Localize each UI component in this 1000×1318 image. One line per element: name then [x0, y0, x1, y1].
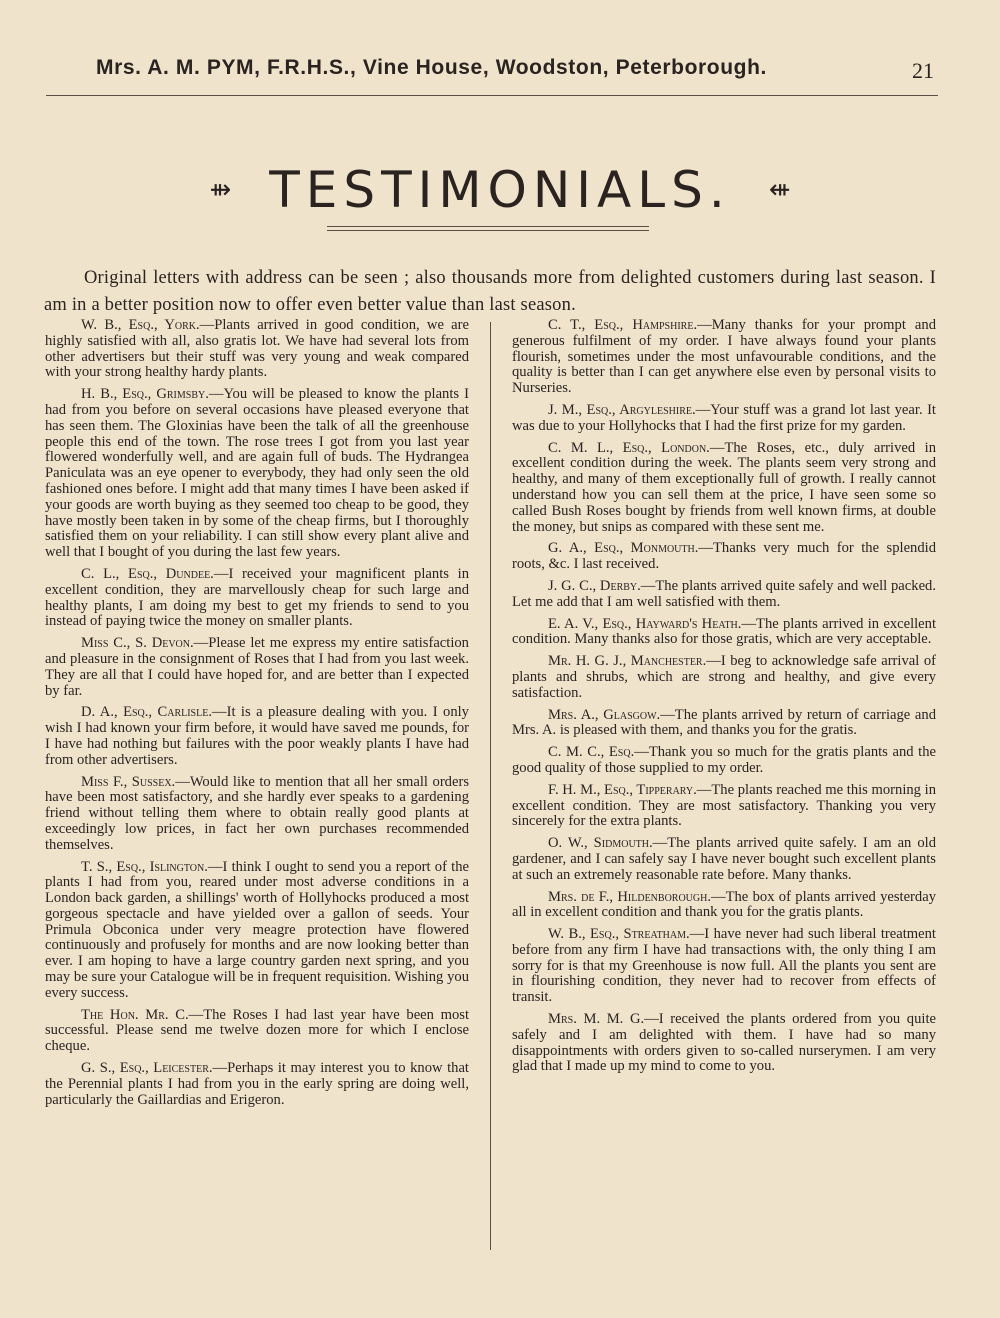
testimonial-text: —Perhaps it may interest you to know that the Perennial plants I had from you in the early spring are doing well, particularly the Gaillardias and Erigeron. — [45, 1060, 469, 1108]
testimonial — [45, 1008, 469, 1055]
testimonial-signature: E. A. V., Esq., Hayward's Heath. — [548, 615, 742, 632]
testimonial — [45, 860, 469, 1002]
testimonial — [512, 579, 936, 611]
running-header: Mrs. A. M. PYM, F.R.H.S., Vine House, Woodston, Peterborough. — [96, 56, 767, 79]
testimonial-text: —You will be pleased to know the plants I had from you before on several occasions have pleased everyone that has seen them. The Gloxinias have been the talk of all the greenhouse people this end of the town. The rose trees I got from you last year flowered wonderfully well, and are again full of buds. The Hydrangea Paniculata was an eye opener to everybody, they had only seen the old fashioned ones before. I might add that many times I have been asked if your goods are worth buying as they seemed too cheap to be good, they have mostly been taken in by some of the cheap firms, but I thoroughly satisfied them on your reliability. I can still show every plant alive and well that I bought of you during the last few years. — [45, 386, 469, 561]
testimonial-text: —I beg to acknowledge safe arrival of plants and shrubs, which are strong and healthy, and give every satisfaction. — [512, 653, 936, 701]
testimonial — [45, 775, 469, 854]
testimonial-signature: Miss F., Sussex. — [81, 773, 176, 790]
testimonial-text: —The box of plants arrived yesterday all in excellent condition and thank you for the gratis plants. — [512, 888, 936, 921]
testimonial-signature: W. B., Esq., Streatham. — [548, 926, 690, 943]
testimonial-text: —The plants arrived quite safely and well packed. Let me add that I am well satisfied with them. — [512, 577, 936, 610]
testimonial-signature: C. M. L., Esq., London. — [548, 439, 710, 456]
page-number: 21 — [912, 58, 934, 83]
testimonial-signature: C. M. C., Esq. — [548, 744, 635, 761]
testimonial — [512, 745, 936, 777]
testimonial-signature: Mrs. A., Glasgow. — [548, 706, 661, 723]
testimonial-signature: C. L., Esq., Dundee. — [81, 565, 214, 582]
testimonial — [512, 836, 936, 883]
testimonial-text: —I think I ought to send you a report of the plants I had from you, reared under most adverse conditions in a London back garden, a shillings' worth of Hollyhocks produced a most gorgeous spectacle and have yielded over a gallon of seeds. Your Primula Obconica under very meagre protection have flowered continuously and profusely for months and are now looking better than ever. I am hoping to have a large country garden next spring, and you may be sure your Catalogue will be in frequent requisition. Wishing you every success. — [45, 858, 470, 1001]
testimonial — [512, 927, 936, 1006]
testimonial — [512, 541, 936, 573]
testimonial-text: —The Roses, etc., duly arrived in excellent condition during the week. The plants seem very strong and healthy, and many of them exceptionally full of growth. I really cannot understand how you can sell them at the price, I have seen some so called Bush Roses bought by friends from well known firms, at double the money, but snips as compared with these sent me. — [512, 439, 937, 535]
header-rule — [46, 95, 938, 96]
testimonial-text: —The Roses I had last year have been most successful. Please send me twelve dozen more for which I enclose cheque. — [45, 1006, 470, 1055]
testimonial-text: —Thank you so much for the gratis plants and the good quality of those supplied to my order. — [512, 744, 936, 776]
column-divider — [490, 322, 491, 1250]
testimonial-signature: F. H. M., Esq., Tipperary. — [548, 781, 697, 798]
testimonial-signature: C. T., Esq., Hampshire. — [548, 317, 698, 333]
ornament-right-icon: ⇺ — [768, 175, 791, 205]
title-block — [130, 162, 870, 218]
page-title: TESTIMONIALS. — [269, 161, 731, 219]
testimonial-signature: G. A., Esq., Monmouth. — [548, 540, 699, 557]
testimonial-signature: G. S., Esq., Leicester. — [81, 1060, 213, 1077]
testimonial-text: —It is a pleasure dealing with you. I only wish I had known your firm before, it would have saved me pounds, for I have had nothing but failures with the poor weakly plants I have had from other advertisers. — [45, 704, 469, 768]
testimonial-signature: O. W., Sidmouth. — [548, 835, 653, 852]
testimonial — [512, 318, 936, 397]
testimonial-signature: Miss C., S. Devon. — [81, 635, 194, 652]
testimonial — [45, 387, 469, 561]
testimonial — [512, 783, 936, 830]
testimonial — [45, 1061, 469, 1108]
left-column — [45, 318, 469, 1114]
title-rule-upper — [327, 226, 649, 227]
testimonial-text: —I have never had such liberal treatment before from any firm I have had transactions with, the only thing I am sorry for is that my Greenhouse is now full. All the plants you sent are in flourishing condition, they never had to recover from effects of transit. — [512, 926, 936, 1006]
testimonial — [45, 636, 469, 699]
testimonial-signature: Mrs. de F., Hildenborough. — [548, 888, 711, 905]
testimonial-text: —The plants arrived quite safely. I am an old gardener, and I can safely say I have never bought such excellent plants at such an extremely reasonable rate before. Many thanks. — [512, 835, 936, 883]
testimonial — [45, 705, 469, 768]
testimonial-signature: Mrs. M. M. G. — [548, 1011, 645, 1028]
testimonial-text: —Would like to mention that all her small orders have been most satisfactory, and she hardly ever speaks to a gardening friend without telling them where to obtain really good plants at exceedingly low prices, in fact her own purchases recommended themselves. — [45, 773, 469, 853]
testimonial — [512, 708, 936, 740]
testimonial — [512, 1012, 936, 1075]
testimonial — [45, 567, 469, 630]
testimonial-signature: J. G. C., Derby. — [548, 577, 641, 594]
testimonial — [512, 441, 936, 536]
testimonial-signature: J. M., Esq., Argyleshire. — [548, 401, 696, 418]
testimonial-signature: D. A., Esq., Carlisle. — [81, 704, 212, 721]
testimonial — [45, 318, 469, 381]
testimonial-text: —I received the plants ordered from you quite safely and I am delighted with them. I have had so many disappointments with orders given to so-called nurserymen. I am very glad that I made up my mind to come to you. — [512, 1011, 936, 1075]
testimonial-text: —Many thanks for your prompt and generous fulfilment of my order. I have always found your plants flourish, sometimes under the most unfavourable conditions, and the quality is better than I can get anywhere else even by personal visits to Nurseries. — [512, 317, 936, 397]
testimonial-text: —Thanks very much for the splendid roots, &c. I last received. — [512, 540, 936, 573]
testimonial-text: —The plants reached me this morning in excellent condition. They are most satisfactory. Thanking you very sincerely for the extra plants. — [512, 781, 936, 830]
right-column — [512, 318, 936, 1081]
testimonial-signature: Mr. H. G. J., Manchester. — [548, 653, 707, 670]
title-rule-lower — [327, 230, 649, 231]
testimonial — [512, 617, 936, 649]
testimonial-signature: W. B., Esq., York. — [81, 317, 200, 333]
testimonial-signature: T. S., Esq., Islington. — [81, 858, 208, 875]
testimonial-text: —Please let me express my entire satisfaction and pleasure in the consignment of Roses that I had from you last week. They are all that I could have hoped for, and are better than I expected by far. — [45, 635, 469, 699]
testimonial — [512, 403, 936, 435]
intro-paragraph: Original letters with address can be seen ; also thousands more from delighted customers during last season. I am in a better position now to offer even better value than last season. — [44, 267, 936, 315]
ornament-left-icon: ⇻ — [209, 175, 232, 205]
testimonial — [512, 890, 936, 922]
testimonial-text: —Plants arrived in good condition, we are highly satisfied with all, also gratis lot. We have had several lots from other advertisers but their stuff was very young and weak compared with your strong healthy hardy plants. — [45, 317, 470, 381]
testimonial-signature: The Hon. Mr. C. — [81, 1006, 189, 1023]
testimonial-signature: H. B., Esq., Grimsby. — [81, 386, 209, 403]
testimonial-text: —The plants arrived by return of carriage and Mrs. A. is pleased with them, and thanks you for the gratis. — [512, 706, 936, 739]
testimonial — [512, 654, 936, 701]
testimonial-text: —I received your magnificent plants in excellent condition, they are marvellously cheap for such large and healthy plants, I am doing my best to get my friends to send to you instead of paying twice the money on smaller plants. — [45, 565, 469, 630]
testimonial-text: —The plants arrived in excellent condition. Many thanks also for those gratis, which are very acceptable. — [512, 615, 937, 648]
testimonial-text: —Your stuff was a grand lot last year. It was due to your Hollyhocks that I had the first prize for my garden. — [512, 401, 936, 434]
